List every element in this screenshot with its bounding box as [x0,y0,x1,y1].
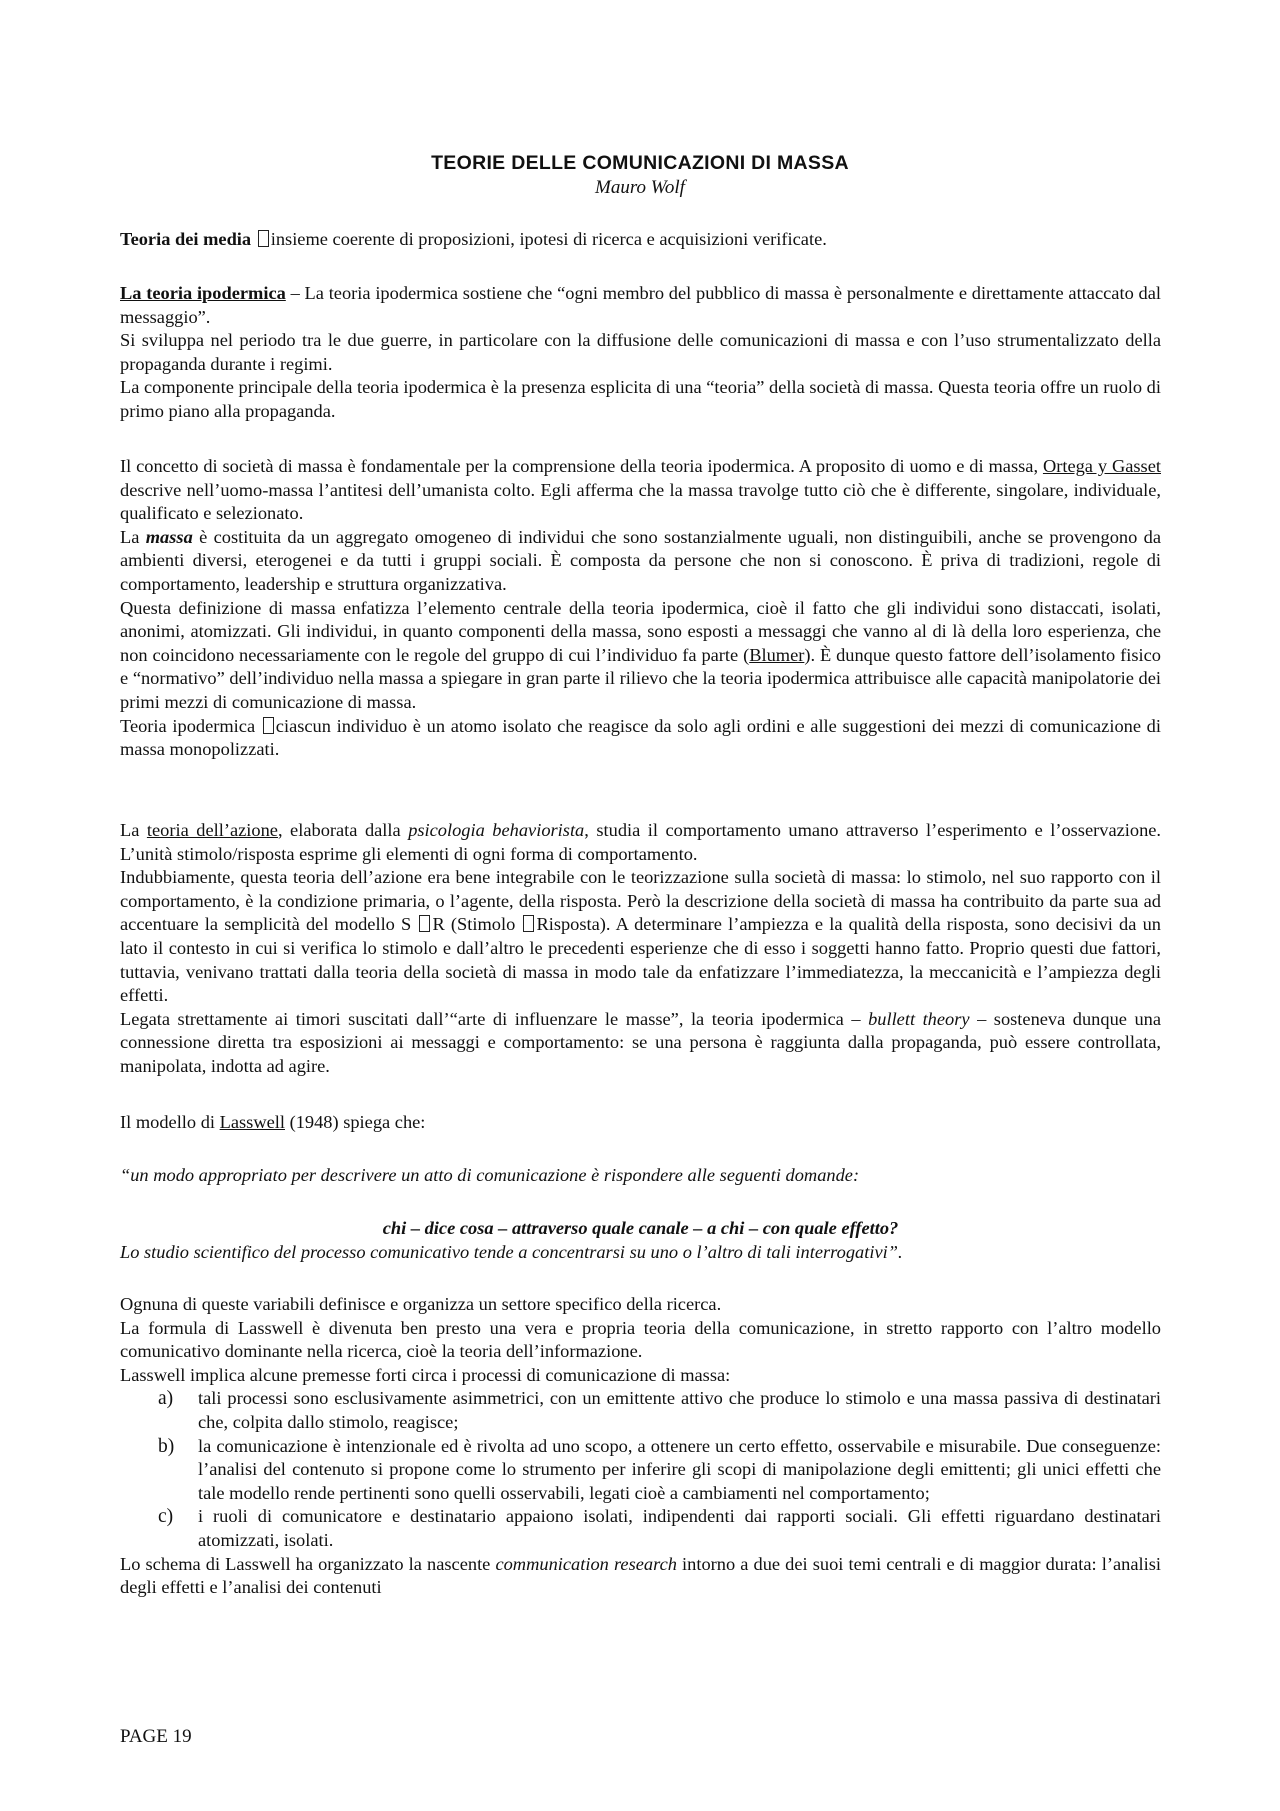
section-lasswell-questions [120,1217,1161,1264]
section-teoria-ipodermica [120,282,1161,424]
term-teoria-media: Teoria dei media [120,229,252,249]
paragraph-text: Il concetto di società di massa è fondamentale per la comprensione della teoria ipodermica. A proposito di uomo e di massa, [120,456,1043,476]
paragraph-text: Risposta). A determinare l’ampiezza e la qualità della risposta, sono decisivi da un lato il contesto in cui si verifica lo stimolo e dall’altro le precedenti esperienze che di esso i soggetti hanno fatto. Proprio questi due fattori, tuttavia, venivano trattati dalla teoria della società di massa in modo tale da enfatizzare l’immediatezza, la meccanicità e l’ampiezza degli effetti. [120,914,1161,1006]
paragraph-text: R (Stimolo [432,914,516,935]
paragraph [120,455,1161,526]
list-marker: b) [158,1435,175,1457]
paragraph: La componente principale della teoria ipodermica è la presenza esplicita di una “teoria” della società di massa. Questa teoria offre un ruolo di primo piano alla propaganda. [120,377,1161,421]
term-massa: massa [145,526,193,547]
arrow-glyph-icon [263,717,274,734]
paragraph [120,715,1161,762]
paragraph-text: Lo schema di Lasswell ha organizzato la nascente [120,1553,496,1574]
paragraph [120,282,1161,329]
list-item [120,1435,1161,1506]
paragraph-text: Questa definizione di massa enfatizza l’elemento centrale della teoria ipodermica, cioè il fatto che gli individui sono distaccati, isolati, anonimi, atomizzati. Gli individui, in quanto componenti della massa, sono esposti a messaggi che vanno al di là della loro esperienza, che non coincidono necessariamente con le regole del gruppo di cui l’individuo fa parte ( [120,597,1161,665]
arrow-glyph-icon [258,230,269,247]
ref-teoria-azione: teoria dell’azione [146,820,278,840]
section-societa-massa [120,455,1161,762]
document-title: TEORIE DELLE COMUNICAZIONI DI MASSA [431,152,849,174]
paragraph [120,1553,1161,1600]
paragraph [120,819,1161,866]
ref-blumer: Blumer [749,644,805,665]
paragraph-text: descrive nell’uomo-massa l’antitesi dell’umanista colto. Egli afferma che la massa travolge tutto ciò che è differente, singolare, individuale, qualificato e selezionato. [120,479,1161,524]
paragraph-text: Teoria ipodermica [120,715,256,736]
paragraph-text: (1948) spiega che: [284,1112,426,1132]
paragraph-text: La [120,820,147,840]
list-marker: c) [158,1506,174,1528]
ref-lasswell: Lasswell [219,1112,285,1132]
document-author: Mauro Wolf [595,177,685,198]
paragraph: Lasswell implica alcune premesse forti circa i processi di comunicazione di massa: [120,1364,731,1385]
paragraph-text: è costituita da un aggregato omogeneo di individui che sono sostanzialmente uguali, non distinguibili, anche se provengono da ambienti diversi, eterogenei e da tutti i gruppi sociali. È composta da persone che non si conoscono. È priva di tradizioni, regole di comportamento, leadership e struttura organizzativa. [120,526,1161,594]
paragraph-text: insieme coerente di proposizioni, ipotesi di ricerca e acquisizioni verificate. [270,229,827,249]
paragraph [120,228,1161,252]
list-marker: a) [158,1388,174,1410]
paragraph [120,866,1161,1008]
premises-list [120,1387,1161,1552]
list-item-text: i ruoli di comunicatore e destinatario appaiono isolati, indipendenti dai rapporti sociali. Gli effetti riguardano destinatari atomizzati, isolati. [198,1506,1161,1550]
term-bullett-theory: bullett theory [868,1008,970,1029]
paragraph-text: Indubbiamente, questa teoria dell’azione era bene integrabile con le teorizzazione sulla società di massa: lo stimolo, nel suo rapporto con il comportamento, è la condizione primaria, o l’agente, della risposta. Però la descrizione della società di massa ha contribuito da parte sua ad accentuare la semplicità del modello S [120,867,1161,935]
list-item-text: tali processi sono esclusivamente asimmetrici, con un emittente attivo che produce lo stimolo e una massa passiva di destinatari che, colpita dallo stimolo, reagisce; [198,1388,1161,1432]
paragraph [120,1111,1161,1135]
arrow-glyph-icon [419,915,430,932]
term-psicologia-behaviorista: psicologia behaviorista [408,820,585,840]
paragraph-text: ). È dunque questo fattore dell’isolamento fisico e “normativo” dell’individuo nella massa a spiegare in gran parte il rilievo che la teoria ipodermica attribuisce alle capacità manipolatorie dei primi mezzi di comunicazione di massa. [120,644,1161,712]
quote-line: Lo studio scientifico del processo comunicativo tende a concentrarsi su uno o l’altro di tali interrogativi”. [120,1241,903,1262]
paragraph [120,526,1161,597]
term-communication-research: communication research [495,1553,677,1574]
paragraph [120,597,1161,715]
paragraph-text: – La teoria ipodermica sostiene che “ogni membro del pubblico di massa è personalmente e direttamente attaccato dal messaggio”. [120,283,1161,327]
arrow-glyph-icon [523,915,534,932]
list-item [120,1387,1161,1434]
paragraph-text: Il modello di [120,1112,220,1132]
paragraph: Ognuna di queste variabili definisce e organizza un settore specifico della ricerca. [120,1294,722,1314]
section-lasswell-intro [120,1111,1161,1135]
paragraph-text: , elaborata dalla [277,820,409,840]
paragraph-text: ciascun individuo è un atomo isolato che reagisce da solo agli ordini e alle suggestioni dei mezzi di comunicazione di massa monopolizzati. [120,715,1161,760]
term-teoria-ipodermica: La teoria ipodermica [120,283,286,303]
paragraph [120,1008,1161,1079]
paragraph: Si sviluppa nel periodo tra le due guerre, in particolare con la diffusione delle comunicazioni di massa e con l’uso strumentalizzato della propaganda durante i regimi. [120,330,1161,374]
lasswell-questions: chi – dice cosa – attraverso quale canale – a chi – con quale effetto? [382,1218,899,1238]
paragraph-text: – sosteneva dunque una connessione diretta tra esposizioni ai messaggi e comportamento: se una persona è raggiunta dalla propaganda, può essere controllata, manipolata, indotta ad agire. [120,1008,1162,1076]
section-lasswell-body [120,1293,1161,1600]
paragraph-text: Legata strettamente ai timori suscitati dall’“arte di influenzare le masse”, la teoria ipodermica – [120,1008,869,1029]
list-item-text: la comunicazione è intenzionale ed è rivolta ad uno scopo, a ottenere un certo effetto, osservabile e misurabile. Due conseguenze: l’analisi del contenuto si propone come lo strumento per inferire gli scopi di manipolazione degli emittenti; gli unici effetti che tale modello rende pertinenti sono quelli osservabili, legati cioè a cambiamenti nel comportamento; [198,1435,1161,1503]
page-number: PAGE 19 [120,1726,192,1747]
paragraph-text: intorno a due dei suoi temi centrali e di maggior durata: l’analisi degli effetti e l’analisi dei contenuti [120,1553,1161,1598]
section-teoria-media [120,228,1161,252]
list-item [120,1505,1161,1552]
quote-line: “un modo appropriato per descrivere un atto di comunicazione è rispondere alle seguenti domande: [120,1165,860,1185]
paragraph-text: , studia il comportamento umano attraverso l’esperimento e l’osservazione. L’unità stimolo/risposta esprime gli elementi di ogni forma di comportamento. [120,820,1162,864]
paragraph: La formula di Lasswell è divenuta ben presto una vera e propria teoria della comunicazione, in stretto rapporto con l’altro modello comunicativo dominante nella ricerca, cioè la teoria dell’informazione. [120,1317,1161,1362]
section-teoria-azione [120,819,1161,1079]
ref-ortega-y-gasset: Ortega y Gasset [1042,456,1161,476]
section-lasswell-quote [120,1164,1161,1188]
paragraph-text: La [120,526,146,547]
